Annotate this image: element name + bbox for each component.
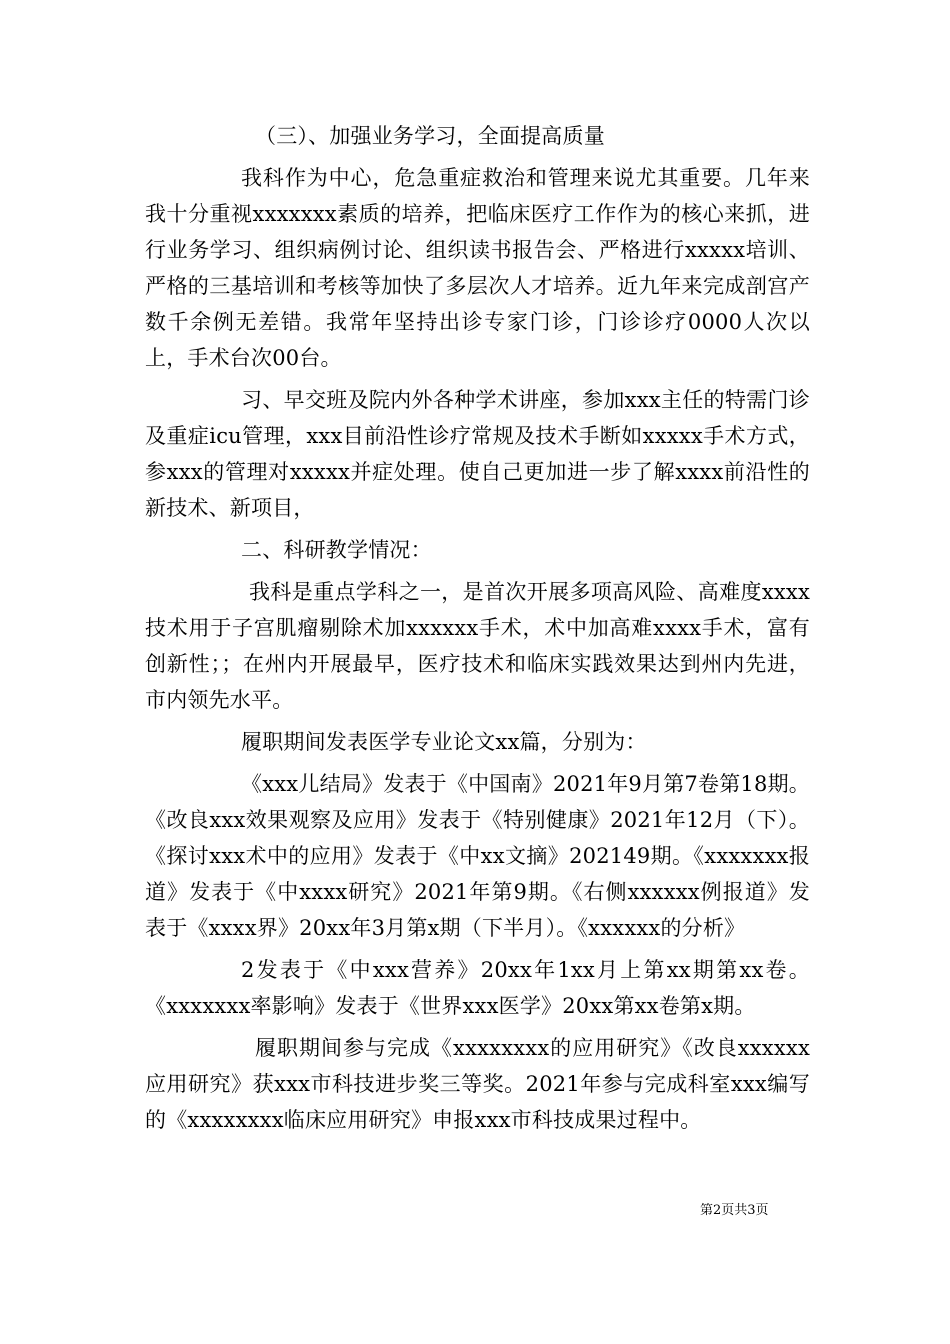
paragraph-papers-list-2: 2发表于《中xxx营养》20xx年1xx月上第xx期第xx卷。《xxxxxxx率影响》发表于《世界xxx医学》20xx第xx卷第x期。 (145, 958, 810, 1018)
paragraph-key-discipline: 我科是重点学科之一，是首次开展多项高风险、高难度xxxx技术用于子宫肌瘤剔除术加xxxxxx手术，术中加高难xxxx手术，富有创新性；；在州内开展最早，医疗技术和临床实践效果达到州内先进，市内领先水平。 (145, 580, 810, 712)
paragraph-study-activities: 习、早交班及院内外各种学术讲座，参加xxx主任的特需门诊及重症icu管理，xxx目前沿性诊疗常规及技术手断如xxxxx手术方式，参xxx的管理对xxxxx并症处理。使自己更加进一步了解xxxx前沿性的新技术、新项目， (145, 388, 810, 520)
document-body (145, 118, 810, 1138)
paragraph-research-awards: 履职期间参与完成《xxxxxxxx的应用研究》《改良xxxxxx应用研究》获xxx市科技进步奖三等奖。2021年参与完成科室xxx编写的《xxxxxxxx临床应用研究》申报xxx市科技成果过程中。 (145, 1036, 810, 1132)
paragraph-papers-list-1: 《xxx儿结局》发表于《中国南》2021年9月第7卷第18期。《改良xxx效果观察及应用》发表于《特别健康》2021年12月（下）。《探讨xxx术中的应用》发表于《中xx文摘》202149期。《xxxxxxx报道》发表于《中xxxx研究》2021年第9期。《右侧xxxxxx例报道》发表于《xxxx界》20xx年3月第x期（下半月）。《xxxxxx的分析》 (145, 772, 810, 940)
paragraph-papers-intro: 履职期间发表医学专业论文xx篇，分别为： (241, 730, 647, 754)
section-heading-research-teaching: 二、科研教学情况： (241, 538, 432, 562)
page-number-footer: 第2页共3页 (700, 1203, 769, 1218)
paragraph-clinical-work: 我科作为中心，危急重症救治和管理来说尤其重要。几年来我十分重视xxxxxxx素质的培养，把临床医疗工作作为的核心来抓，进行业务学习、组织病例讨论、组织读书报告会、严格进行xxxxx培训、严格的三基培训和考核等加快了多层次人才培养。近九年来完成剖宫产数千余例无差错。我常年坚持出诊专家门诊，门诊诊疗0000人次以上，手术台次00台。 (145, 166, 810, 370)
section-heading-strengthen-study: （三）、加强业务学习，全面提高质量 (255, 124, 605, 148)
